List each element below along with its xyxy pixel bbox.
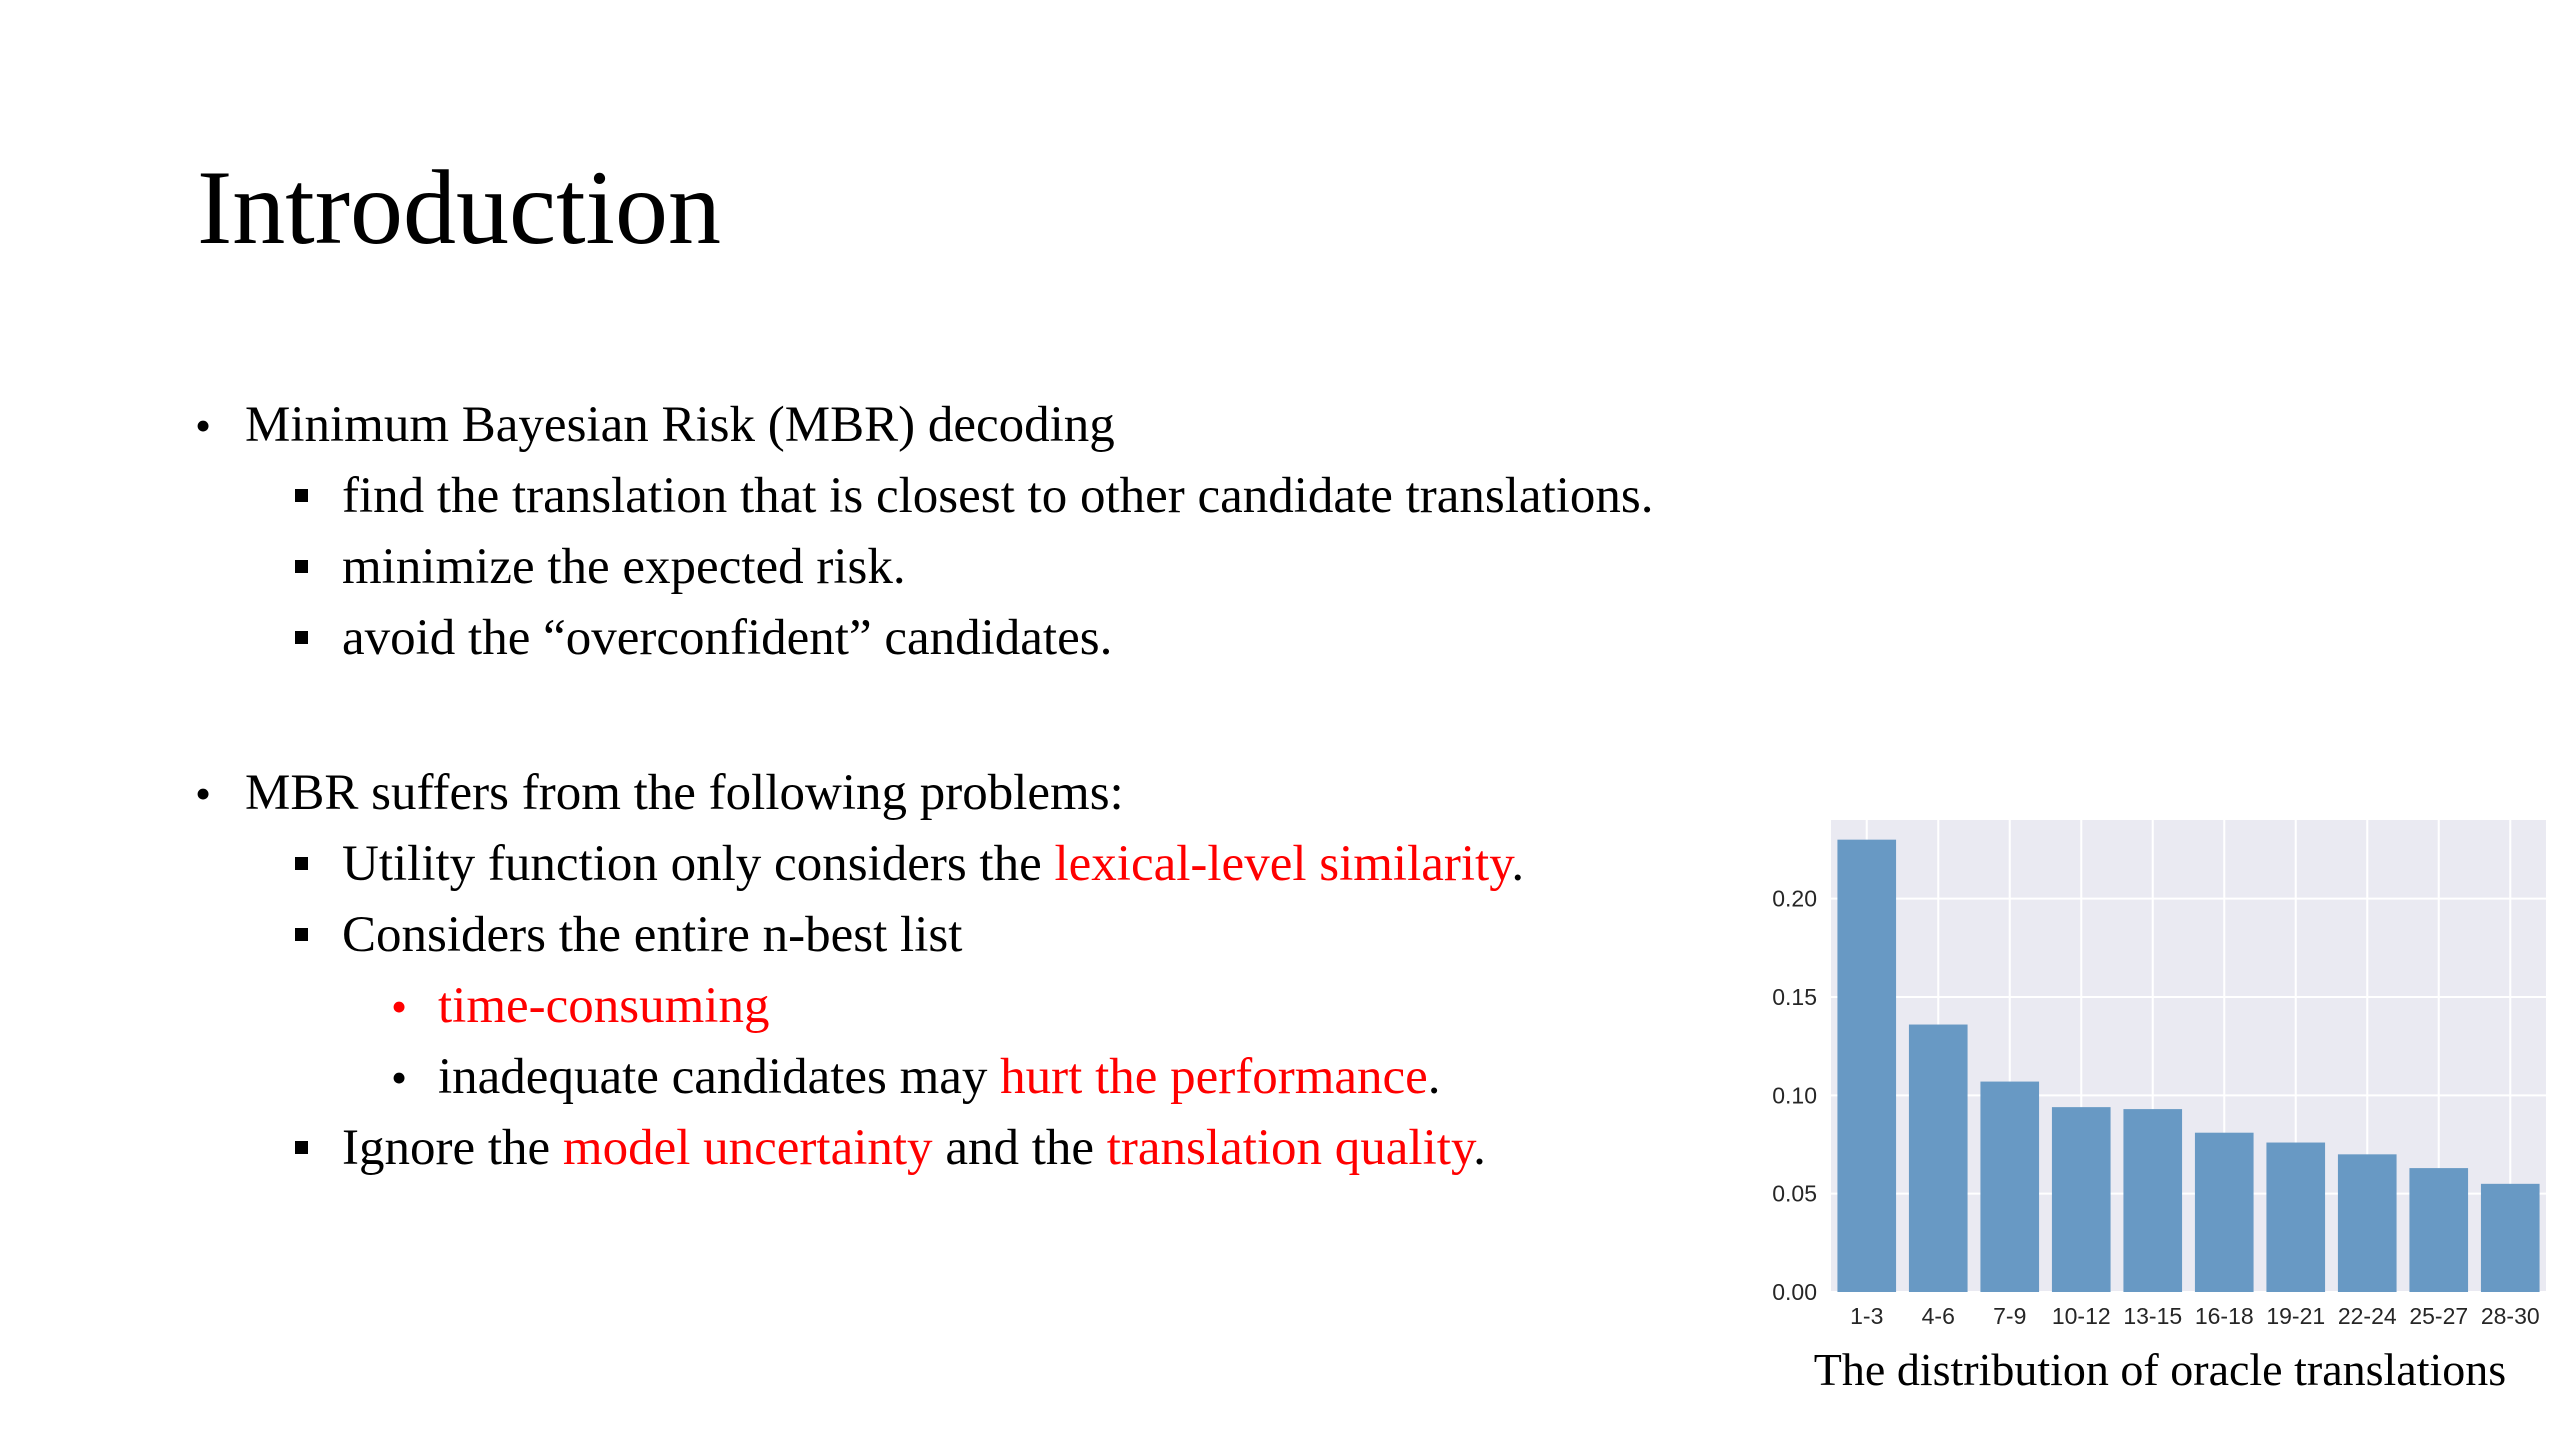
bar-4-6 (1909, 1025, 1968, 1292)
bar-22-24 (2338, 1154, 2397, 1292)
y-tick-label: 0.20 (1772, 885, 1817, 912)
bar-16-18 (2195, 1133, 2254, 1292)
x-tick-label: 4-6 (1921, 1303, 1955, 1329)
sub-bullet-closest (195, 461, 1795, 532)
bar-7-9 (1980, 1082, 2039, 1292)
text-part: and the (932, 1120, 1107, 1176)
round-bullet-icon: • (195, 768, 212, 819)
text-part: . (1511, 836, 1525, 892)
bar-chart-svg (1745, 810, 2560, 1340)
bullet-mbr-decoding (195, 390, 1795, 461)
text-part: . (1427, 1049, 1441, 1105)
oracle-distribution-chart (1745, 810, 2560, 1410)
sub-bullet-text: minimize the expected risk. (342, 539, 906, 595)
emphasis-hurt-performance: hurt the performance (1000, 1049, 1428, 1105)
sub-bullet-expected-risk (195, 532, 1795, 603)
emphasis-translation-quality: translation quality (1106, 1120, 1474, 1176)
slide-body (195, 390, 1795, 1184)
x-tick-label: 10-12 (2051, 1303, 2111, 1329)
bar-19-21 (2266, 1143, 2325, 1292)
bullet-text: MBR suffers from the following problems: (245, 765, 1124, 821)
bar-1-3 (1837, 840, 1896, 1292)
x-tick-label: 28-30 (2480, 1303, 2540, 1329)
sub-bullet-text: avoid the “overconfident” candidates. (342, 610, 1113, 666)
text-part: Ignore the (342, 1120, 563, 1176)
x-tick-label: 19-21 (2266, 1303, 2326, 1329)
x-tick-label: 1-3 (1850, 1303, 1884, 1329)
bar-25-27 (2409, 1168, 2468, 1292)
emphasis-time-consuming: time-consuming (438, 978, 770, 1034)
emphasis-model-uncertainty: model uncertainty (562, 1120, 933, 1176)
sub-bullet-text: Considers the entire n-best list (342, 907, 963, 963)
bar-13-15 (2123, 1109, 2182, 1292)
chart-caption: The distribution of oracle translations (1813, 1344, 2507, 1395)
round-bullet-icon: • (391, 1052, 408, 1103)
sub-bullet-text: find the translation that is closest to other candidate translations. (342, 468, 1654, 524)
sub-bullet-overconfident (195, 603, 1795, 674)
text-part: Utility function only considers the (342, 836, 1055, 892)
sub-sub-bullet-inadequate (195, 1042, 1795, 1113)
round-bullet-icon: • (195, 400, 212, 451)
bar-28-30 (2481, 1184, 2540, 1292)
sub-bullet-ignore-uncertainty (195, 1113, 1795, 1184)
bullet-mbr-problems (195, 758, 1795, 829)
emphasis-lexical-similarity: lexical-level similarity (1054, 836, 1512, 892)
x-tick-label: 7-9 (1993, 1303, 2027, 1329)
sub-sub-bullet-time-consuming (195, 971, 1795, 1042)
y-tick-label: 0.15 (1772, 984, 1817, 1010)
bullet-text: Minimum Bayesian Risk (MBR) decoding (245, 397, 1115, 453)
y-tick-label: 0.05 (1772, 1180, 1817, 1207)
y-tick-label: 0.10 (1772, 1082, 1817, 1109)
round-bullet-icon: • (391, 981, 408, 1032)
x-tick-label: 25-27 (2409, 1303, 2469, 1329)
x-tick-label: 13-15 (2123, 1303, 2183, 1329)
sub-bullet-nbest-list (195, 900, 1795, 971)
x-tick-label: 16-18 (2194, 1303, 2254, 1329)
y-tick-label: 0.00 (1772, 1279, 1817, 1305)
bar-10-12 (2052, 1107, 2111, 1292)
text-part: . (1473, 1120, 1486, 1176)
text-part: inadequate candidates may (438, 1049, 1001, 1105)
x-tick-label: 22-24 (2337, 1303, 2397, 1329)
sub-bullet-utility-function (195, 829, 1795, 900)
slide-title: Introduction (197, 149, 721, 266)
